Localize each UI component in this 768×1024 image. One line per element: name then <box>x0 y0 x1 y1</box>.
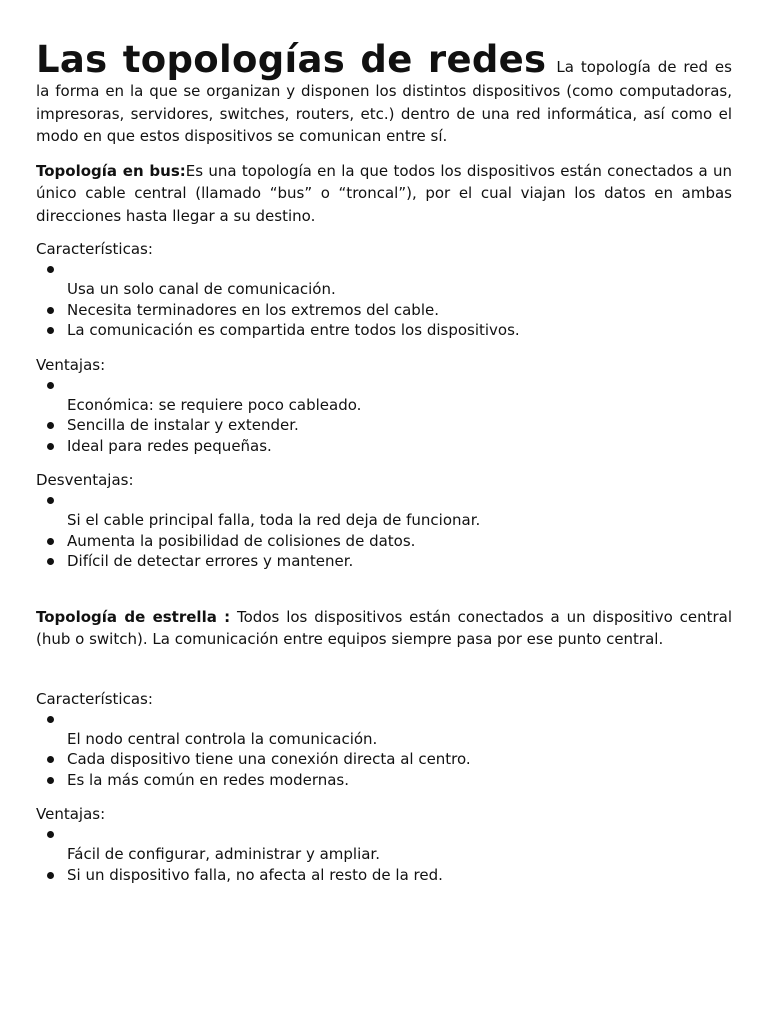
bus-caracteristicas-label: Características: <box>36 240 153 258</box>
bus-heading: Topología en bus: <box>36 161 186 180</box>
list-item: Si el cable principal falla, toda la red deja de funcionar. <box>36 490 732 531</box>
bus-paragraph <box>36 160 732 228</box>
list-item: Usa un solo canal de comunicación. <box>36 259 732 300</box>
list-item: Si un dispositivo falla, no afecta al resto de la red. <box>36 865 732 886</box>
bus-desventajas-list <box>36 490 732 572</box>
estrella-caracteristicas-list <box>36 709 732 791</box>
list-item: Fácil de configurar, administrar y ampliar. <box>36 824 732 865</box>
bus-ventajas-label: Ventajas: <box>36 355 106 374</box>
list-item: Económica: se requiere poco cableado. <box>36 375 732 416</box>
list-item: Sencilla de instalar y extender. <box>36 415 732 436</box>
estrella-ventajas-list <box>36 824 732 885</box>
list-item: Aumenta la posibilidad de colisiones de datos. <box>36 531 732 552</box>
bus-ventajas-list <box>36 375 732 457</box>
list-item: Cada dispositivo tiene una conexión directa al centro. <box>36 749 732 770</box>
list-item: Ideal para redes pequeñas. <box>36 436 732 457</box>
intro-paragraph <box>36 40 732 148</box>
list-item: Es la más común en redes modernas. <box>36 770 732 791</box>
bus-caracteristicas-list <box>36 259 732 341</box>
list-item: Difícil de detectar errores y mantener. <box>36 551 732 572</box>
estrella-ventajas-label: Ventajas: <box>36 805 106 823</box>
intro-text: La topología de red es la forma en la que se organizan y disponen los distintos dispositivos (como computadoras, impresoras, servidores, switches, routers, etc.) dentro de una red informática, así como el modo en que estos dispositivos se comunican entre sí. <box>36 58 732 145</box>
estrella-text: Todos los dispositivos están conectados a un dispositivo central (hub o switch). La comunicación entre equipos siempre pasa por ese punto central. <box>36 607 733 648</box>
list-item: La comunicación es compartida entre todos los dispositivos. <box>36 320 732 341</box>
page-title: Las topologías de redes <box>36 38 547 81</box>
list-item: Necesita terminadores en los extremos del cable. <box>36 300 732 321</box>
list-item: El nodo central controla la comunicación. <box>36 709 732 750</box>
estrella-heading: Topología de estrella : <box>36 607 231 626</box>
estrella-paragraph <box>36 606 732 651</box>
bus-desventajas-label: Desventajas: <box>36 471 134 489</box>
estrella-caracteristicas-label: Características: <box>36 689 153 708</box>
bus-text: Es una topología en la que todos los dispositivos están conectados a un único cable central (llamado “bus” o “troncal”), por el cual viajan los datos en ambas direcciones hasta llegar a su destino. <box>36 161 732 225</box>
document-page <box>36 0 732 885</box>
